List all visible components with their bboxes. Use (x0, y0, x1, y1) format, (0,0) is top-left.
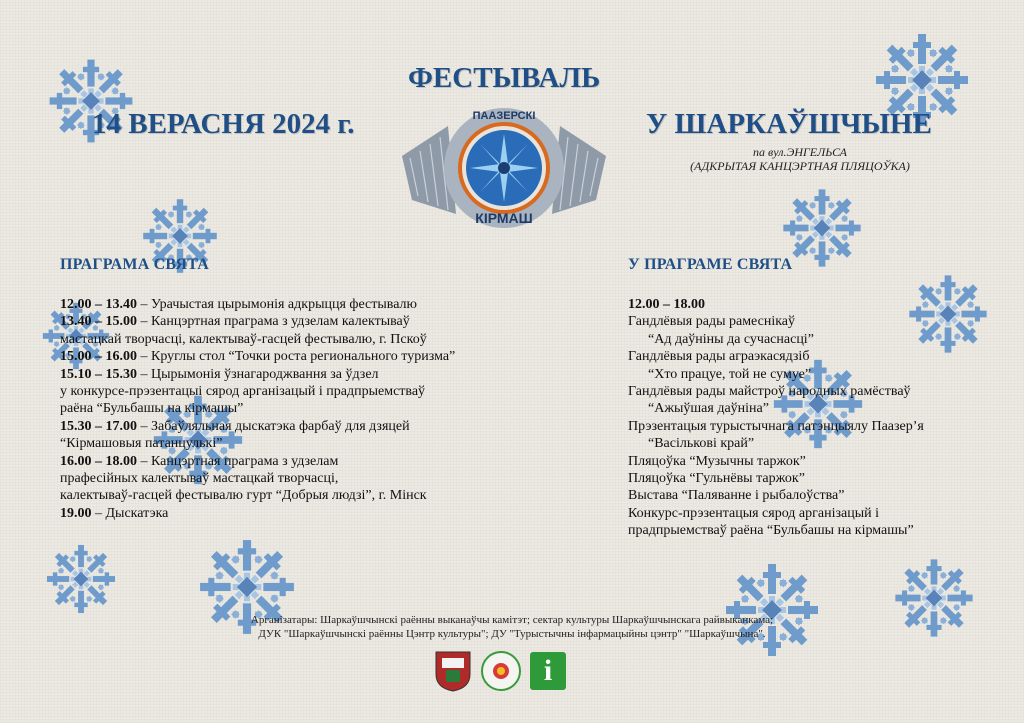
program-text: – Круглы стол “Точки роста регионального туризма” (137, 349, 456, 365)
program-time: 15.00 – 16.00 (60, 349, 137, 365)
program-text: – Урачыстая цырымонія адкрыцця фестывалю (137, 297, 417, 312)
program-extra-item: Гандлёвыя рады майстроў народных рамёстваў (628, 384, 911, 400)
program-text: – Забаўляльная дыскатэка фарбаў для дзяцей (137, 418, 410, 434)
snowflake-ornament (722, 560, 822, 660)
program-text: мастацкай творчасці, калектываў-гасцей фестывалю, г. Пскоў (60, 331, 427, 347)
program-extra-item: прадпрыемстваў раёна “Бульбашы на кірмашы” (628, 523, 914, 539)
program-text: “Кірмашовыя патанцулькі” (60, 436, 223, 452)
program-text: у конкурсе-прэзентацыі сярод арганізацый і прадпрыемстваў (60, 384, 426, 400)
program-line (60, 435, 560, 452)
program-line (60, 453, 560, 470)
program-time: 15.30 – 17.00 (60, 418, 137, 434)
program-text: – Цырымонія ўзнагароджвання за ўдзел (137, 366, 379, 382)
snowflake-ornament (44, 542, 118, 616)
program-time: 13.40 – 15.00 (60, 314, 137, 330)
organizers-line: ДУК "Шаркаўшчынскі раённы Цэнтр культуры"; ДУ "Турыстычны інфармацыйны цэнтр" "Шаркаўшчына". (258, 628, 766, 640)
program-line (60, 313, 560, 330)
program-line (60, 296, 560, 313)
coat-of-arms-logo (434, 650, 472, 692)
festival-logo (398, 96, 610, 244)
program-extra-item: “Васількові край” (648, 436, 755, 452)
program-line (60, 348, 560, 365)
program-text: калектываў-гасцей фестывалю гурт “Добрыя людзі”, г. Мінск (60, 488, 427, 504)
program-time: 16.00 – 18.00 (60, 453, 137, 469)
program-extra-item: “Ажыўшая даўніна” (648, 401, 769, 417)
program-line (60, 487, 560, 504)
program-extra-item: Конкурс-прэзентацыя сярод арганізацый і (628, 505, 879, 521)
program-extra-item: Пляцоўка “Гульнёвы таржок” (628, 471, 805, 487)
program-extra-item: Пляцоўка “Музычны таржок” (628, 453, 806, 469)
info-icon: i (543, 654, 553, 687)
program-extra-item: Гандлёвыя рады рамеснікаў (628, 314, 796, 330)
program-extra-item: Выстава “Паляванне і рыбалоўства” (628, 488, 845, 504)
program-line (60, 418, 560, 435)
program-time: 15.10 – 15.30 (60, 366, 137, 382)
program-extra-heading: У ПРАГРАМЕ СВЯТА (628, 256, 793, 273)
event-street: па вул.ЭНГЕЛЬСА (753, 145, 847, 159)
program-time: 19.00 (60, 505, 92, 521)
program-extra-item: “Ад даўніны да сучаснасці” (648, 331, 814, 347)
culture-center-logo (480, 650, 522, 692)
program-text: – Канцэртная праграма з удзелам (137, 453, 339, 469)
logo-bottom-label: КІРМАШ (475, 210, 533, 226)
snowflake-ornament (780, 186, 864, 270)
program-line (60, 470, 560, 487)
program-extra-list (628, 296, 988, 540)
program-text: – Дыскатэка (91, 505, 169, 521)
program-line (60, 383, 560, 400)
program-text: раёна “Бульбашы на кірмашы” (60, 401, 244, 417)
event-venue: (АДКРЫТАЯ КАНЦЭРТНАЯ ПЛЯЦОЎКА) (690, 159, 910, 173)
logo-top-label: ПААЗЕРСКІ (472, 110, 536, 122)
info-center-logo (530, 652, 566, 690)
program-list (60, 296, 560, 522)
program-heading: ПРАГРАМА СВЯТА (60, 256, 210, 273)
program-line (60, 331, 560, 348)
program-extra-item: Прэзентацыя турыстычнага патэнцыялу Паазер’я (628, 418, 924, 434)
program-text: – Канцэртная праграма з удзелам калектываў (137, 314, 410, 330)
program-line (60, 505, 560, 522)
event-place: У ШАРКАЎШЧЫНЕ (646, 108, 932, 140)
program-extra-item: Гандлёвыя рады аграэкасядзіб (628, 349, 810, 365)
program-extra-item: “Хто працуе, той не сумуе” (648, 366, 812, 382)
program-line (60, 366, 560, 383)
program-time: 12.00 – 13.40 (60, 297, 137, 312)
festival-title: ФЕСТЫВАЛЬ (408, 62, 601, 94)
organizers-line: Арганізатары: Шаркаўшчынскі раённы выканаўчы камітэт; сектар культуры Шаркаўшчынскага райвыканкама; (250, 614, 774, 626)
event-date: 14 ВЕРАСНЯ 2024 г. (92, 108, 355, 140)
program-line (60, 400, 560, 417)
snowflake-ornament (892, 556, 976, 640)
program-extra-time: 12.00 – 18.00 (628, 297, 705, 312)
program-text: прафесійных калектываў мастацкай творчасці, (60, 471, 339, 487)
